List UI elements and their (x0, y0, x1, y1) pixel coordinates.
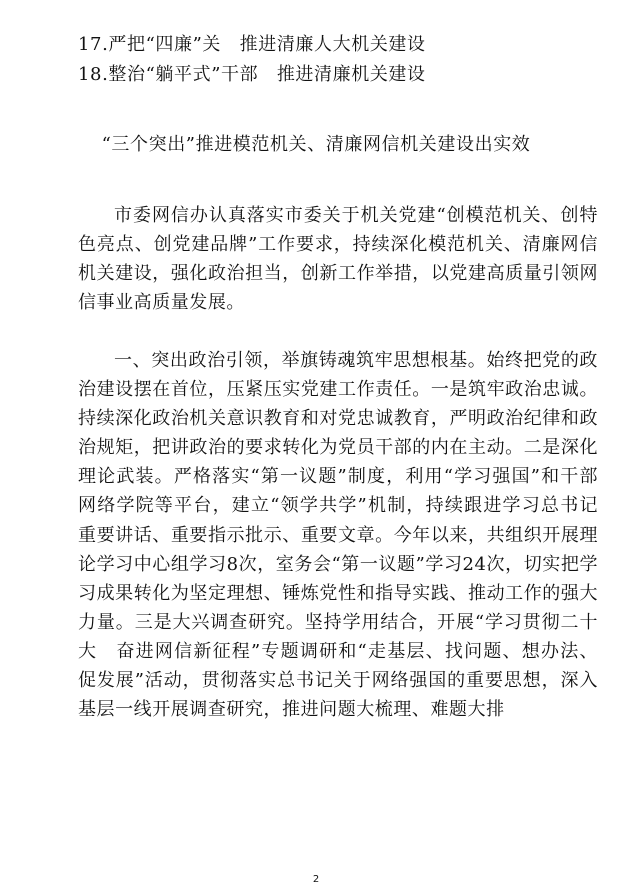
heading-18: 18.整治“躺平式”干部 推进清廉机关建设 (78, 64, 426, 85)
heading-17: 17.严把“四廉”关 推进清廉人大机关建设 (78, 34, 426, 55)
page-number: 2 (312, 874, 320, 885)
section-title: “三个突出”推进模范机关、清廉网信机关建设出实效 (101, 134, 531, 155)
body-paragraph-1: 一、突出政治引领，举旗铸魂筑牢思想根基。始终把党的政治建设摆在首位，压紧压实党建工作责任。一是筑牢政治忠诚。持续深化政治机关意识教育和对党忠诚教育，严明政治纪律和政治规矩，把讲政治的要求转化为党员干部的内在主动。二是深化理论武装。严格落实“第一议题”制度，利用“学习强国”和干部网络学院等平台，建立“领学共学”机制，持续跟进学习总书记重要讲话、重要指示批示、重要文章。今年以来，共组织开展理论学习中心组学习8次，室务会“第一议题”学习24次，切实把学习成果转化为坚定理想、锤炼党性和指导实践、推动工作的强大力量。三是大兴调查研究。坚持学用结合，开展“学习贯彻二十大 奋进网信新征程”专题调研和“走基层、找问题、想办法、促发展”活动，贯彻落实总书记关于网络强国的重要思想，深入基层一线开展调查研究，推进问题大梳理、难题大排 (78, 350, 598, 721)
intro-paragraph: 市委网信办认真落实市委关于机关党建“创模范机关、创特色亮点、创党建品牌”工作要求，持续深化模范机关、清廉网信机关建设，强化政治担当，创新工作举措，以党建高质量引领网信事业高质量发展。 (78, 205, 598, 314)
